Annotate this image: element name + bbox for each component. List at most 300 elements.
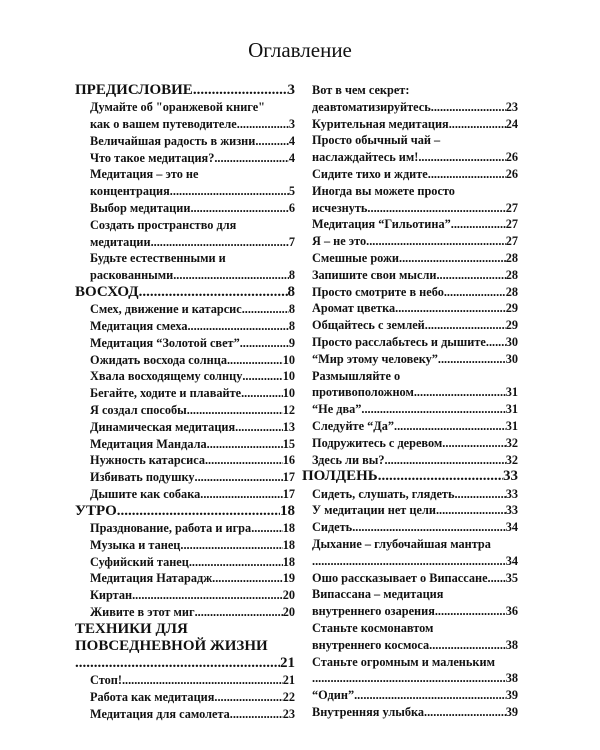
toc-page-number: 4: [288, 133, 295, 148]
toc-entry[interactable]: [312, 334, 518, 351]
toc-section-entry[interactable]: [75, 503, 295, 520]
toc-page-number: 33: [503, 468, 518, 485]
toc-entry-title: концентрация: [90, 184, 170, 199]
toc-page-number: 33: [505, 486, 518, 501]
toc-page-number: 17: [282, 470, 295, 485]
toc-entry-title-line: Дыхание – глубочайшая мантра: [312, 536, 491, 551]
toc-entry-line: [312, 637, 518, 654]
toc-entry-title-line: ТЕХНИКИ ДЛЯ: [75, 620, 188, 637]
toc-page-number: 39: [505, 704, 518, 719]
toc-entry-title: ПРЕДИСЛОВИЕ: [75, 82, 193, 98]
toc-entry-line: [90, 234, 295, 251]
toc-entry[interactable]: [312, 284, 518, 301]
dot-leader: [438, 351, 506, 368]
toc-entry[interactable]: [75, 706, 295, 723]
toc-entry-title-line: Думайте об "оранжевой книге": [90, 100, 266, 115]
toc-entry-title-line: Будьте естественными и: [90, 251, 226, 266]
toc-page-number: 20: [282, 588, 295, 603]
toc-entry-line: [90, 554, 295, 571]
toc-entry-title: Что такое медитация?: [90, 150, 215, 165]
toc-entry-title: Киртан: [90, 588, 133, 603]
page-title: Оглавление: [248, 38, 352, 62]
toc-entry-title: Величайшая радость в жизни: [90, 133, 256, 148]
toc-entry-line: [312, 435, 518, 452]
toc-entry-line: [312, 384, 518, 401]
toc-page-number: 27: [505, 234, 518, 249]
toc-entry[interactable]: [75, 99, 295, 133]
dot-leader: [189, 554, 283, 571]
toc-entry-line: [90, 520, 295, 537]
toc-entry[interactable]: [75, 604, 295, 621]
toc-entry-line: [312, 570, 518, 587]
toc-entry-title: УТРО: [75, 502, 117, 519]
toc-entry[interactable]: [312, 620, 518, 654]
toc-entry[interactable]: [312, 250, 518, 267]
toc-entry-line: [75, 284, 295, 301]
toc-entry[interactable]: [75, 133, 295, 150]
dot-leader: [200, 486, 282, 503]
toc-page-number: 21: [282, 673, 295, 688]
toc-entry-title: Динамическая медитация: [90, 419, 236, 434]
toc-entry-line: [90, 183, 295, 200]
toc-entry-title: Внутренняя улыбка: [312, 704, 425, 719]
toc-entry[interactable]: [75, 301, 295, 318]
toc-page-number: 28: [505, 284, 518, 299]
dot-leader: [207, 436, 283, 453]
toc-entry-title-line: Медитация – это не: [90, 167, 199, 182]
toc-entry-title: наслаждайтесь им!: [312, 150, 419, 165]
toc-entry-line: [312, 670, 518, 687]
toc-entry-title: Запишите свои мысли: [312, 267, 437, 282]
toc-entry-title: Просто смотрите в небо: [312, 284, 444, 299]
dot-leader: [170, 183, 289, 200]
toc-entry-line: [90, 689, 295, 706]
toc-entry-title: Нужность катарсиса: [90, 453, 205, 468]
toc-page-number: 18: [282, 537, 295, 552]
toc-entry-title: Аромат цветка: [312, 301, 396, 316]
toc-entry[interactable]: [75, 469, 295, 486]
toc-entry-line: [90, 452, 295, 469]
dot-leader: [444, 284, 506, 301]
toc-page-number: 31: [505, 418, 518, 433]
toc-page-number: 15: [282, 436, 295, 451]
dot-leader: [486, 334, 506, 351]
dot-leader: [230, 706, 283, 723]
toc-page-number: 38: [505, 637, 518, 652]
toc-page-number: 35: [505, 570, 518, 585]
toc-entry-title-line: Випассана – медитация: [312, 587, 444, 602]
toc-entry-title: противоположном: [312, 385, 414, 400]
dot-leader: [424, 704, 506, 721]
toc-entry[interactable]: [312, 654, 518, 688]
toc-page-number: 32: [505, 435, 518, 450]
toc-entry[interactable]: [312, 435, 518, 452]
dot-leader: [354, 687, 506, 704]
toc-page-number: 10: [282, 386, 295, 401]
toc-entry-line: [312, 149, 518, 166]
toc-entry-line: [90, 116, 295, 133]
toc-page-number: 34: [505, 520, 518, 535]
toc-page-number: 28: [505, 250, 518, 265]
toc-entry-line: [90, 200, 295, 217]
dot-leader: [132, 587, 283, 604]
toc-page-number: 12: [282, 402, 295, 417]
toc-entry[interactable]: [312, 570, 518, 587]
toc-page-number: 30: [505, 334, 518, 349]
toc-page-number: 8: [288, 318, 295, 333]
dot-leader: [122, 672, 283, 689]
toc-entry-title: Бегайте, ходите и плавайте: [90, 386, 242, 401]
toc-entry-title-line: Иногда вы можете просто: [312, 183, 455, 198]
toc-entry[interactable]: [75, 452, 295, 469]
toc-entry-line: [312, 687, 518, 704]
toc-entry-title-line: Просто обычный чай –: [312, 133, 441, 148]
toc-page-number: 6: [288, 200, 295, 215]
dot-leader: [442, 435, 505, 452]
dot-leader: [366, 233, 506, 250]
toc-entry-title: Ошо рассказывает о Випассане: [312, 570, 488, 585]
toc-entry-line: [90, 402, 295, 419]
toc-entry[interactable]: [75, 436, 295, 453]
toc-page-number: 10: [282, 369, 295, 384]
dot-leader: [435, 603, 506, 620]
dot-leader: [312, 670, 506, 687]
toc-page-number: 39: [505, 688, 518, 703]
toc-entry-title: Сидеть: [312, 520, 353, 535]
toc-entry-title: Курительная медитация: [312, 116, 449, 131]
toc-entry[interactable]: [75, 570, 295, 587]
toc-page-number: 8: [287, 283, 295, 300]
toc-page-number: 22: [282, 690, 295, 705]
dot-leader: [361, 401, 505, 418]
toc-entry[interactable]: [75, 419, 295, 436]
toc-entry-line: [90, 469, 295, 486]
toc-section-entry[interactable]: [75, 284, 295, 301]
toc-entry-line: [90, 537, 295, 554]
dot-leader: [180, 537, 282, 554]
toc-entry-title: “Один”: [312, 688, 355, 703]
toc-page-number: 29: [505, 301, 518, 316]
dot-leader: [205, 452, 283, 469]
toc-entry-line: [312, 233, 518, 250]
dot-leader: [193, 82, 288, 99]
dot-leader: [488, 570, 506, 587]
toc-entry-title: Сидеть, слушать, глядеть: [312, 486, 455, 501]
dot-leader: [151, 234, 289, 251]
dot-leader: [195, 469, 283, 486]
dot-leader: [214, 689, 282, 706]
toc-page-number: 23: [282, 706, 295, 721]
dot-leader: [190, 200, 288, 217]
toc-section-entry[interactable]: [75, 621, 295, 673]
toc-entry-line: [90, 486, 295, 503]
toc-entry[interactable]: [75, 672, 295, 689]
toc-entry[interactable]: [75, 150, 295, 167]
toc-entry-title: Ожидать восхода солнца: [90, 352, 227, 367]
toc-entry-line: [90, 133, 295, 150]
toc-entry-title: “Не два”: [312, 402, 362, 417]
toc-page-number: 8: [288, 268, 295, 283]
toc-page-number: 21: [280, 655, 295, 672]
toc-entry[interactable]: [75, 335, 295, 352]
toc-entry[interactable]: [75, 486, 295, 503]
toc-entry-title-line: ПОВСЕДНЕВНОЙ ЖИЗНИ: [75, 637, 268, 654]
toc-entry-title: Подружитесь с деревом: [312, 435, 443, 450]
toc-entry-line: [90, 318, 295, 335]
toc-entry-line: [90, 301, 295, 318]
toc-entry-title: Живите в этот миг: [90, 604, 195, 619]
toc-entry-line: [75, 82, 295, 99]
toc-entry-title: Я создал способы: [90, 402, 187, 417]
toc-entry[interactable]: [312, 586, 518, 620]
dot-leader: [117, 503, 280, 520]
toc-entry-title: Медитация смеха: [90, 318, 188, 333]
dot-leader: [187, 402, 283, 419]
toc-entry-line: [90, 267, 295, 284]
toc-entry-title-line: Размышляйте о: [312, 368, 401, 383]
dot-leader: [139, 284, 288, 301]
toc-entry-line: [312, 334, 518, 351]
toc-page-number: 38: [505, 671, 518, 686]
toc-page-number: 4: [288, 150, 295, 165]
dot-leader: [394, 418, 506, 435]
dot-leader: [431, 99, 506, 116]
toc-entry-line: [90, 587, 295, 604]
toc-entry-title: исчезнуть: [312, 200, 368, 215]
toc-entry-line: [75, 503, 295, 520]
toc-entry[interactable]: [312, 233, 518, 250]
toc-entry-title: У медитации нет цели: [312, 503, 436, 518]
toc-entry-line: [312, 418, 518, 435]
toc-section-entry[interactable]: [75, 82, 295, 99]
toc-page-number: 33: [505, 503, 518, 518]
toc-entry-line: [90, 436, 295, 453]
dot-leader: [237, 116, 289, 133]
toc-entry[interactable]: [75, 166, 295, 200]
toc-entry-title: Я – не это: [312, 234, 367, 249]
toc-page-number: 34: [505, 553, 518, 568]
toc-entry-title: Стоп!: [90, 673, 122, 688]
toc-entry[interactable]: [312, 183, 518, 217]
dot-leader: [242, 368, 282, 385]
toc-entry-line: [312, 166, 518, 183]
dot-leader: [242, 301, 289, 318]
toc-entry[interactable]: [312, 132, 518, 166]
dot-leader: [195, 604, 283, 621]
dot-leader: [173, 267, 289, 284]
toc-entry-line: [312, 486, 518, 503]
toc-section-entry[interactable]: [302, 468, 518, 485]
toc-entry-title: Празднование, работа и игра: [90, 520, 252, 535]
toc-page-number: 16: [282, 453, 295, 468]
toc-entry[interactable]: [312, 418, 518, 435]
toc-page-number: 29: [505, 318, 518, 333]
dot-leader: [227, 352, 283, 369]
toc-entry[interactable]: [75, 250, 295, 284]
toc-entry-title-line: Создать пространство для: [90, 217, 237, 232]
toc-entry-line: [90, 419, 295, 436]
toc-entry-title: раскованными: [90, 268, 174, 283]
toc-entry-title: Смешные рожи: [312, 250, 399, 265]
toc-page-number: 8: [288, 302, 295, 317]
toc-entry-line: [90, 368, 295, 385]
toc-page-number: 28: [505, 267, 518, 282]
toc-entry[interactable]: [75, 385, 295, 402]
dot-leader: [367, 200, 505, 217]
toc-entry-title: Медитация для самолета: [90, 706, 230, 721]
toc-entry[interactable]: [75, 537, 295, 554]
dot-leader: [428, 166, 506, 183]
toc-entry[interactable]: [75, 318, 295, 335]
toc-page-number: 18: [282, 520, 295, 535]
toc-page-number: 3: [288, 117, 295, 131]
dot-leader: [395, 300, 506, 317]
toc-entry[interactable]: [75, 689, 295, 706]
toc-entry-title: Суфийский танец: [90, 554, 189, 569]
toc-entry-line: [312, 200, 518, 217]
toc-entry-title: Работа как медитация: [90, 690, 215, 705]
dot-leader: [436, 502, 506, 519]
dot-leader: [312, 553, 506, 570]
toc-entry[interactable]: [75, 352, 295, 369]
toc-entry[interactable]: [312, 536, 518, 570]
toc-entry-line: [312, 452, 518, 469]
toc-page-number: 13: [282, 419, 295, 434]
toc-entry[interactable]: [312, 704, 518, 721]
toc-entry[interactable]: [75, 217, 295, 251]
toc-entry-line: [302, 468, 518, 485]
toc-entry[interactable]: [312, 116, 518, 133]
dot-leader: [425, 317, 506, 334]
toc-entry[interactable]: [312, 502, 518, 519]
toc-entry-line: [312, 250, 518, 267]
dot-leader: [240, 335, 289, 352]
toc-entry-title: Медитация Натарадж: [90, 571, 213, 586]
toc-entry-line: [312, 519, 518, 536]
toc-entry[interactable]: [75, 554, 295, 571]
toc-entry[interactable]: [312, 452, 518, 469]
toc-entry-title: Дышите как собака: [90, 486, 201, 501]
toc-entry-title: Просто расслабьтесь и дышите: [312, 334, 486, 349]
toc-entry-title: медитации: [90, 234, 151, 249]
toc-entry-line: [312, 116, 518, 133]
toc-entry-title-line: Станьте огромным и маленьким: [312, 654, 495, 669]
toc-entry-title: Общайтесь с землей: [312, 318, 425, 333]
toc-page-number: 27: [505, 200, 518, 215]
toc-entry-title: ВОСХОД: [75, 283, 139, 300]
toc-page-number: 26: [505, 166, 518, 181]
toc-page-number: 7: [288, 234, 295, 249]
toc-entry[interactable]: [312, 317, 518, 334]
dot-leader: [241, 385, 283, 402]
toc-entry-title: Выбор медитации: [90, 200, 191, 215]
dot-leader: [429, 637, 506, 654]
toc-entry-title: как о вашем путеводителе: [90, 117, 237, 131]
toc-entry-line: [312, 351, 518, 368]
toc-page-number: 27: [505, 217, 518, 232]
toc-page-number: 18: [282, 554, 295, 569]
toc-entry-title: Здесь ли вы?: [312, 452, 385, 467]
toc-entry[interactable]: [312, 687, 518, 704]
dot-leader: [187, 318, 288, 335]
toc-entry-line: [90, 570, 295, 587]
toc-entry[interactable]: [75, 200, 295, 217]
toc-entry-title: Медитация Мандала: [90, 436, 207, 451]
toc-entry-line: [90, 150, 295, 167]
toc-entry-line: [312, 99, 518, 116]
toc-entry-title: Избивать подушку: [90, 470, 195, 485]
dot-leader: [399, 250, 506, 267]
toc-entry-line: [75, 655, 295, 672]
toc-entry[interactable]: [312, 300, 518, 317]
toc-entry[interactable]: [312, 82, 518, 116]
toc-entry[interactable]: [312, 267, 518, 284]
toc-page-number: 32: [505, 452, 518, 467]
toc-right-column: [302, 82, 518, 721]
dot-leader: [255, 133, 289, 150]
toc-entry[interactable]: [312, 401, 518, 418]
toc-entry[interactable]: [312, 519, 518, 536]
toc-entry-line: [312, 300, 518, 317]
toc-entry-title: Музыка и танец: [90, 537, 181, 552]
dot-leader: [436, 267, 505, 284]
toc-entry-title: внутреннего озарения: [312, 604, 435, 619]
toc-page-number: 5: [288, 184, 295, 199]
toc-entry-line: [312, 216, 518, 233]
toc-entry-title: Медитация “Золотой свет”: [90, 335, 240, 350]
toc-entry-title: внутреннего космоса: [312, 637, 430, 652]
toc-page-number: 10: [282, 352, 295, 367]
toc-entry-line: [312, 267, 518, 284]
dot-leader: [214, 150, 288, 167]
dot-leader: [414, 384, 506, 401]
toc-entry[interactable]: [75, 520, 295, 537]
toc-entry-title: “Мир этому человеку”: [312, 351, 438, 366]
toc-page-number: 36: [505, 604, 518, 619]
toc-entry-title-line: Станьте космонавтом: [312, 620, 434, 635]
toc-entry[interactable]: [75, 587, 295, 604]
toc-entry[interactable]: [75, 402, 295, 419]
toc-entry-title: ПОЛДЕНЬ: [302, 468, 378, 485]
toc-entry-line: [90, 385, 295, 402]
toc-entry[interactable]: [312, 166, 518, 183]
toc-entry[interactable]: [312, 486, 518, 503]
toc-page-number: 3: [287, 82, 295, 98]
toc-entry[interactable]: [75, 368, 295, 385]
toc-entry-line: [90, 706, 295, 723]
toc-entry-line: [90, 335, 295, 352]
dot-leader: [352, 519, 506, 536]
dot-leader: [418, 149, 505, 166]
toc-entry-line: [312, 502, 518, 519]
toc-entry[interactable]: [312, 351, 518, 368]
dot-leader: [212, 570, 283, 587]
toc-page-number: 20: [282, 604, 295, 619]
toc-entry[interactable]: [312, 216, 518, 233]
toc-page-number: 9: [288, 335, 295, 350]
toc-page-number: 19: [282, 571, 295, 586]
toc-entry-title: Хвала восходящему солнцу: [90, 369, 243, 384]
dot-leader: [251, 520, 283, 537]
dot-leader: [75, 655, 280, 672]
toc-entry-title: Смех, движение и катарсис: [90, 302, 242, 317]
toc-entry-line: [90, 604, 295, 621]
toc-entry-title: деавтоматизируйтесь: [312, 99, 431, 114]
toc-entry[interactable]: [312, 368, 518, 402]
dot-leader: [449, 116, 506, 133]
toc-entry-line: [312, 603, 518, 620]
toc-entry-title: Сидите тихо и ждите: [312, 166, 428, 181]
